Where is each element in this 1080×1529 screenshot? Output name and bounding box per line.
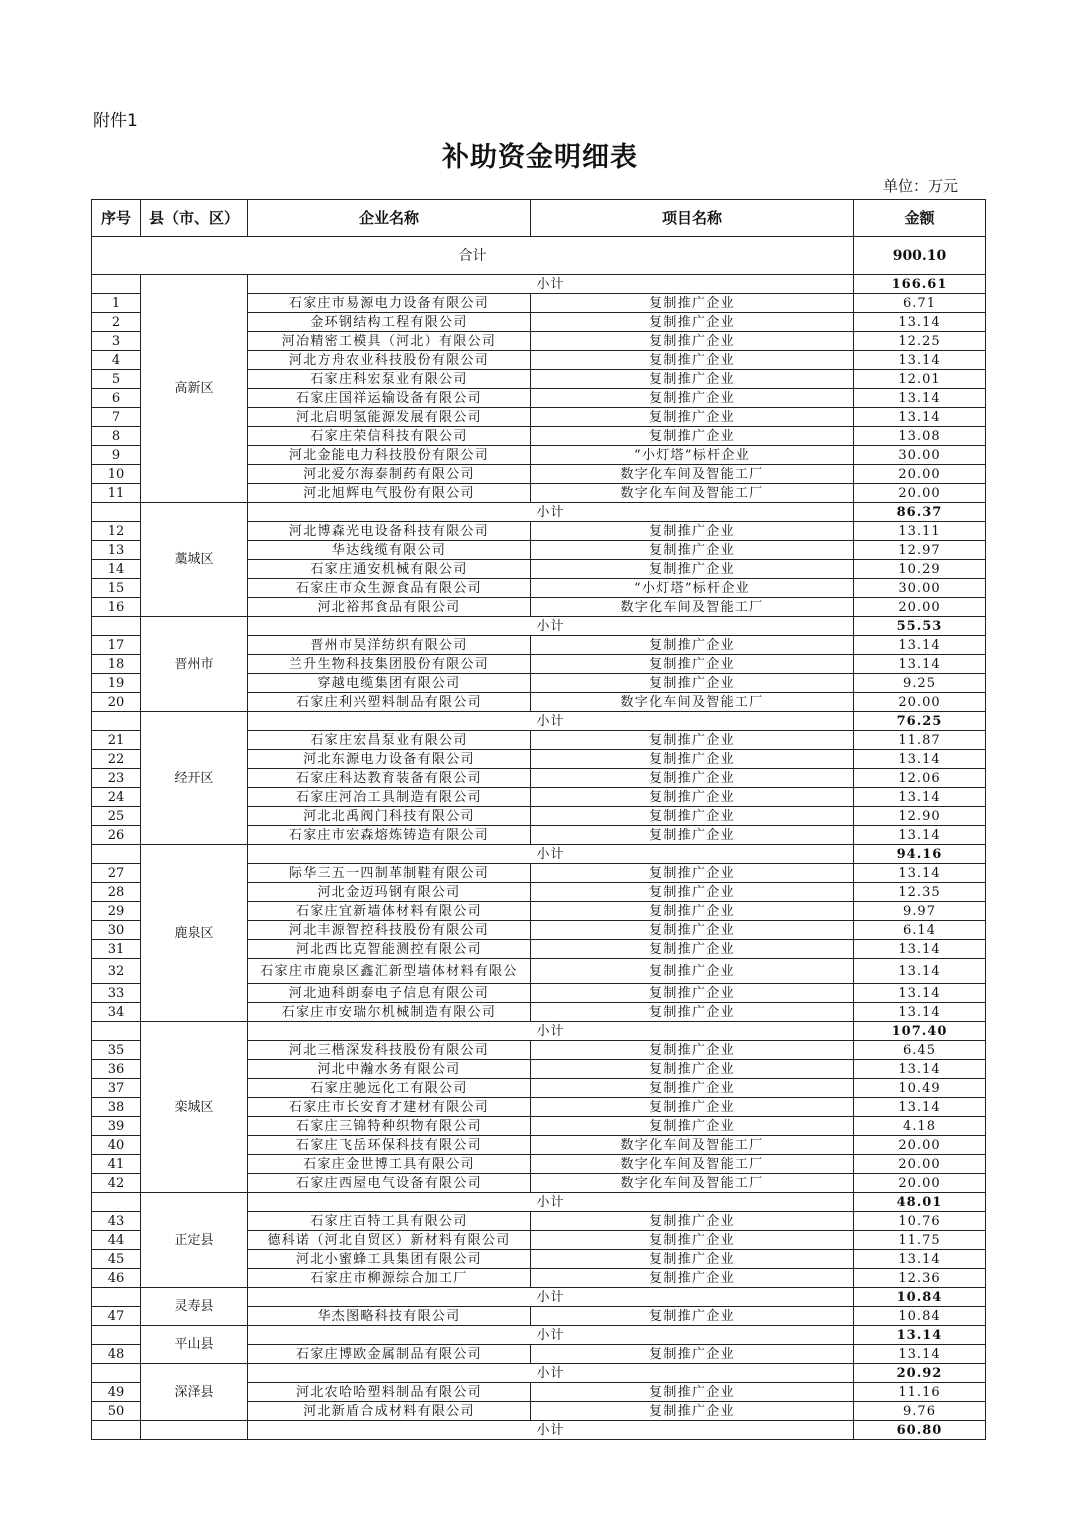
amount: 12.97: [854, 541, 986, 560]
project-name: 复制推广企业: [531, 294, 854, 313]
row-no: 14: [92, 560, 141, 579]
row-no: 19: [92, 674, 141, 693]
row-no: 43: [92, 1212, 141, 1231]
company-name: 河北博森光电设备科技有限公司: [248, 522, 531, 541]
company-name: 河北方舟农业科技股份有限公司: [248, 351, 531, 370]
project-name: 复制推广企业: [531, 408, 854, 427]
project-name: 复制推广企业: [531, 883, 854, 902]
project-name: “小灯塔”标杆企业: [531, 446, 854, 465]
company-name: 河北新盾合成材料有限公司: [248, 1402, 531, 1421]
subtotal-amount: 55.53: [854, 617, 986, 636]
company-name: 石家庄市长安育才建材有限公司: [248, 1098, 531, 1117]
project-name: 复制推广企业: [531, 959, 854, 984]
subtotal-label: 小计: [248, 1193, 854, 1212]
row-no: 26: [92, 826, 141, 845]
empty-no-cell: [92, 503, 141, 522]
amount: 10.84: [854, 1307, 986, 1326]
project-name: 复制推广企业: [531, 1307, 854, 1326]
header-project: 项目名称: [531, 200, 854, 237]
empty-no-cell: [92, 1193, 141, 1212]
amount: 13.14: [854, 959, 986, 984]
county-cell: 灵寿县: [141, 1288, 248, 1326]
amount: 20.00: [854, 465, 986, 484]
company-name: 石家庄市柳源综合加工厂: [248, 1269, 531, 1288]
project-name: 复制推广企业: [531, 731, 854, 750]
company-name: 河北丰源智控科技股份有限公司: [248, 921, 531, 940]
row-no: 32: [92, 959, 141, 984]
empty-no-cell: [92, 1288, 141, 1307]
amount: 9.76: [854, 1402, 986, 1421]
subtotal-row: [92, 1364, 986, 1383]
company-name: 石家庄市鹿泉区鑫汇新型墙体材料有限公: [248, 959, 531, 984]
subtotal-label: 小计: [248, 845, 854, 864]
amount: 13.14: [854, 636, 986, 655]
row-no: 34: [92, 1003, 141, 1022]
project-name: 数字化车间及智能工厂: [531, 598, 854, 617]
company-name: 河冶精密工模具（河北）有限公司: [248, 332, 531, 351]
amount: 9.25: [854, 674, 986, 693]
company-name: 河北三楷深发科技股份有限公司: [248, 1041, 531, 1060]
row-no: 3: [92, 332, 141, 351]
project-name: 复制推广企业: [531, 1098, 854, 1117]
amount: 20.00: [854, 693, 986, 712]
company-name: 河北金迈玛钢有限公司: [248, 883, 531, 902]
project-name: 复制推广企业: [531, 788, 854, 807]
subtotal-row: [92, 503, 986, 522]
row-no: 15: [92, 579, 141, 598]
county-cell: 深泽县: [141, 1364, 248, 1421]
subtotal-amount: 94.16: [854, 845, 986, 864]
company-name: 石家庄国祥运输设备有限公司: [248, 389, 531, 408]
empty-no-cell: [92, 1326, 141, 1345]
project-name: 复制推广企业: [531, 370, 854, 389]
amount: 12.06: [854, 769, 986, 788]
subtotal-label: 小计: [248, 1421, 854, 1440]
amount: 13.14: [854, 826, 986, 845]
amount: 13.14: [854, 408, 986, 427]
amount: 13.14: [854, 788, 986, 807]
row-no: 47: [92, 1307, 141, 1326]
row-no: 20: [92, 693, 141, 712]
row-no: 12: [92, 522, 141, 541]
subtotal-label: 小计: [248, 275, 854, 294]
empty-no-cell: [92, 617, 141, 636]
empty-no-cell: [92, 845, 141, 864]
project-name: 复制推广企业: [531, 1269, 854, 1288]
company-name: 河北启明氢能源发展有限公司: [248, 408, 531, 427]
company-name: 际华三五一四制革制鞋有限公司: [248, 864, 531, 883]
row-no: 33: [92, 984, 141, 1003]
project-name: 复制推广企业: [531, 389, 854, 408]
project-name: 复制推广企业: [531, 769, 854, 788]
subtotal-label: 小计: [248, 712, 854, 731]
project-name: 复制推广企业: [531, 1041, 854, 1060]
company-name: 德科诺（河北自贸区）新材料有限公司: [248, 1231, 531, 1250]
row-no: 9: [92, 446, 141, 465]
amount: 10.49: [854, 1079, 986, 1098]
amount: 12.90: [854, 807, 986, 826]
subtotal-amount: 20.92: [854, 1364, 986, 1383]
empty-no-cell: [92, 1421, 141, 1440]
project-name: 复制推广企业: [531, 1212, 854, 1231]
county-cell: 栾城区: [141, 1022, 248, 1193]
row-no: 37: [92, 1079, 141, 1098]
subtotal-label: 小计: [248, 1364, 854, 1383]
company-name: 河北北禹阀门科技有限公司: [248, 807, 531, 826]
header-company: 企业名称: [248, 200, 531, 237]
row-no: 22: [92, 750, 141, 769]
row-no: 6: [92, 389, 141, 408]
amount: 12.35: [854, 883, 986, 902]
total-amount: 900.10: [854, 237, 986, 275]
row-no: 31: [92, 940, 141, 959]
company-name: 石家庄金世博工具有限公司: [248, 1155, 531, 1174]
subtotal-label: 小计: [248, 617, 854, 636]
project-name: 数字化车间及智能工厂: [531, 1136, 854, 1155]
company-name: 石家庄科达教育装备有限公司: [248, 769, 531, 788]
row-no: 7: [92, 408, 141, 427]
subtotal-row: [92, 1326, 986, 1345]
amount: 13.14: [854, 1250, 986, 1269]
company-name: 河北爱尔海泰制药有限公司: [248, 465, 531, 484]
amount: 13.08: [854, 427, 986, 446]
company-name: 石家庄飞岳环保科技有限公司: [248, 1136, 531, 1155]
amount: 30.00: [854, 446, 986, 465]
amount: 4.18: [854, 1117, 986, 1136]
company-name: 石家庄市众生源食品有限公司: [248, 579, 531, 598]
amount: 20.00: [854, 1155, 986, 1174]
header-no: 序号: [92, 200, 141, 237]
row-no: 16: [92, 598, 141, 617]
company-name: 河北西比克智能测控有限公司: [248, 940, 531, 959]
project-name: 复制推广企业: [531, 921, 854, 940]
row-no: 30: [92, 921, 141, 940]
row-no: 36: [92, 1060, 141, 1079]
project-name: 复制推广企业: [531, 1117, 854, 1136]
subtotal-amount: 76.25: [854, 712, 986, 731]
row-no: 49: [92, 1383, 141, 1402]
empty-no-cell: [92, 712, 141, 731]
amount: 20.00: [854, 598, 986, 617]
project-name: 复制推广企业: [531, 541, 854, 560]
project-name: 复制推广企业: [531, 864, 854, 883]
row-no: 18: [92, 655, 141, 674]
company-name: 兰升生物科技集团股份有限公司: [248, 655, 531, 674]
company-name: 河北旭辉电气股份有限公司: [248, 484, 531, 503]
row-no: 13: [92, 541, 141, 560]
subtotal-row: [92, 845, 986, 864]
subtotal-row: [92, 1193, 986, 1212]
subsidy-table: [91, 199, 986, 1440]
amount: 13.14: [854, 351, 986, 370]
project-name: 复制推广企业: [531, 1231, 854, 1250]
company-name: 石家庄荣信科技有限公司: [248, 427, 531, 446]
row-no: 39: [92, 1117, 141, 1136]
amount: 12.01: [854, 370, 986, 389]
amount: 13.14: [854, 750, 986, 769]
company-name: 华达线缆有限公司: [248, 541, 531, 560]
project-name: 复制推广企业: [531, 1383, 854, 1402]
amount: 13.14: [854, 984, 986, 1003]
company-name: 河北中瀚水务有限公司: [248, 1060, 531, 1079]
amount: 13.14: [854, 940, 986, 959]
row-no: 44: [92, 1231, 141, 1250]
county-cell: 正定县: [141, 1193, 248, 1288]
subtotal-row: [92, 1288, 986, 1307]
amount: 20.00: [854, 484, 986, 503]
row-no: 8: [92, 427, 141, 446]
subtotal-row: [92, 1022, 986, 1041]
amount: 13.11: [854, 522, 986, 541]
amount: 13.14: [854, 864, 986, 883]
amount: 12.36: [854, 1269, 986, 1288]
subtotal-amount: 166.61: [854, 275, 986, 294]
county-cell: [141, 1421, 248, 1440]
project-name: 复制推广企业: [531, 313, 854, 332]
amount: 13.14: [854, 1003, 986, 1022]
row-no: 4: [92, 351, 141, 370]
county-cell: 晋州市: [141, 617, 248, 712]
amount: 13.14: [854, 389, 986, 408]
project-name: 复制推广企业: [531, 826, 854, 845]
company-name: 河北迪科朗泰电子信息有限公司: [248, 984, 531, 1003]
project-name: 复制推广企业: [531, 750, 854, 769]
amount: 13.14: [854, 1060, 986, 1079]
amount: 6.14: [854, 921, 986, 940]
company-name: 河北小蜜蜂工具集团有限公司: [248, 1250, 531, 1269]
company-name: 穿越电缆集团有限公司: [248, 674, 531, 693]
company-name: 石家庄河冶工具制造有限公司: [248, 788, 531, 807]
row-no: 40: [92, 1136, 141, 1155]
amount: 20.00: [854, 1174, 986, 1193]
subtotal-row: [92, 712, 986, 731]
company-name: 石家庄科宏泵业有限公司: [248, 370, 531, 389]
page-title: 补助资金明细表: [442, 142, 638, 173]
county-cell: 藁城区: [141, 503, 248, 617]
row-no: 10: [92, 465, 141, 484]
project-name: 复制推广企业: [531, 1060, 854, 1079]
subtotal-amount: 107.40: [854, 1022, 986, 1041]
amount: 10.76: [854, 1212, 986, 1231]
row-no: 50: [92, 1402, 141, 1421]
project-name: 复制推广企业: [531, 1250, 854, 1269]
row-no: 38: [92, 1098, 141, 1117]
amount: 6.45: [854, 1041, 986, 1060]
project-name: 复制推广企业: [531, 636, 854, 655]
subtotal-label: 小计: [248, 1326, 854, 1345]
row-no: 11: [92, 484, 141, 503]
county-cell: 经开区: [141, 712, 248, 845]
table-header-row: [92, 200, 986, 237]
subtotal-amount: 60.80: [854, 1421, 986, 1440]
project-name: 数字化车间及智能工厂: [531, 693, 854, 712]
company-name: 石家庄市宏森熔炼铸造有限公司: [248, 826, 531, 845]
amount: 11.75: [854, 1231, 986, 1250]
project-name: 数字化车间及智能工厂: [531, 1174, 854, 1193]
empty-no-cell: [92, 1022, 141, 1041]
county-cell: 平山县: [141, 1326, 248, 1364]
project-name: 数字化车间及智能工厂: [531, 465, 854, 484]
project-name: 复制推广企业: [531, 1345, 854, 1364]
amount: 13.14: [854, 655, 986, 674]
row-no: 5: [92, 370, 141, 389]
company-name: 石家庄宜新墙体材料有限公司: [248, 902, 531, 921]
total-row: [92, 237, 986, 275]
subtotal-amount: 13.14: [854, 1326, 986, 1345]
project-name: 复制推广企业: [531, 807, 854, 826]
company-name: 石家庄市易源电力设备有限公司: [248, 294, 531, 313]
row-no: 48: [92, 1345, 141, 1364]
project-name: 复制推广企业: [531, 940, 854, 959]
amount: 13.14: [854, 1098, 986, 1117]
project-name: 复制推广企业: [531, 674, 854, 693]
county-cell: 鹿泉区: [141, 845, 248, 1022]
row-no: 45: [92, 1250, 141, 1269]
amount: 9.97: [854, 902, 986, 921]
amount: 20.00: [854, 1136, 986, 1155]
company-name: 石家庄宏昌泵业有限公司: [248, 731, 531, 750]
subtotal-row: [92, 1421, 986, 1440]
project-name: 复制推广企业: [531, 1079, 854, 1098]
company-name: 石家庄市安瑞尔机械制造有限公司: [248, 1003, 531, 1022]
county-cell: 高新区: [141, 275, 248, 503]
row-no: 35: [92, 1041, 141, 1060]
project-name: 数字化车间及智能工厂: [531, 484, 854, 503]
project-name: 复制推广企业: [531, 351, 854, 370]
row-no: 29: [92, 902, 141, 921]
empty-no-cell: [92, 1364, 141, 1383]
subtotal-row: [92, 275, 986, 294]
company-name: 石家庄通安机械有限公司: [248, 560, 531, 579]
amount: 11.87: [854, 731, 986, 750]
company-name: 石家庄西屋电气设备有限公司: [248, 1174, 531, 1193]
row-no: 41: [92, 1155, 141, 1174]
empty-no-cell: [92, 275, 141, 294]
subtotal-amount: 86.37: [854, 503, 986, 522]
subtotal-amount: 48.01: [854, 1193, 986, 1212]
company-name: 石家庄利兴塑料制品有限公司: [248, 693, 531, 712]
row-no: 2: [92, 313, 141, 332]
company-name: 石家庄百特工具有限公司: [248, 1212, 531, 1231]
company-name: 金环钢结构工程有限公司: [248, 313, 531, 332]
amount: 13.14: [854, 1345, 986, 1364]
subtotal-label: 小计: [248, 503, 854, 522]
company-name: 河北裕邦食品有限公司: [248, 598, 531, 617]
row-no: 24: [92, 788, 141, 807]
project-name: 数字化车间及智能工厂: [531, 1155, 854, 1174]
total-label: 合计: [92, 237, 854, 275]
unit-label: 单位：万元: [882, 177, 958, 195]
project-name: 复制推广企业: [531, 1003, 854, 1022]
amount: 6.71: [854, 294, 986, 313]
row-no: 42: [92, 1174, 141, 1193]
company-name: 石家庄驰远化工有限公司: [248, 1079, 531, 1098]
row-no: 25: [92, 807, 141, 826]
amount: 12.25: [854, 332, 986, 351]
subtotal-label: 小计: [248, 1288, 854, 1307]
header-county: 县（市、区）: [141, 200, 248, 237]
row-no: 23: [92, 769, 141, 788]
project-name: “小灯塔”标杆企业: [531, 579, 854, 598]
company-name: 河北东源电力设备有限公司: [248, 750, 531, 769]
row-no: 27: [92, 864, 141, 883]
subtotal-row: [92, 617, 986, 636]
company-name: 河北金能电力科技股份有限公司: [248, 446, 531, 465]
company-name: 华杰图略科技有限公司: [248, 1307, 531, 1326]
row-no: 1: [92, 294, 141, 313]
project-name: 复制推广企业: [531, 332, 854, 351]
amount: 11.16: [854, 1383, 986, 1402]
project-name: 复制推广企业: [531, 427, 854, 446]
project-name: 复制推广企业: [531, 984, 854, 1003]
company-name: 石家庄三锦特种织物有限公司: [248, 1117, 531, 1136]
project-name: 复制推广企业: [531, 655, 854, 674]
project-name: 复制推广企业: [531, 560, 854, 579]
project-name: 复制推广企业: [531, 522, 854, 541]
project-name: 复制推广企业: [531, 902, 854, 921]
row-no: 21: [92, 731, 141, 750]
row-no: 28: [92, 883, 141, 902]
subtotal-amount: 10.84: [854, 1288, 986, 1307]
row-no: 46: [92, 1269, 141, 1288]
amount: 13.14: [854, 313, 986, 332]
header-amount: 金额: [854, 200, 986, 237]
subtotal-label: 小计: [248, 1022, 854, 1041]
amount: 10.29: [854, 560, 986, 579]
attachment-label: 附件1: [93, 111, 138, 131]
company-name: 河北农哈哈塑料制品有限公司: [248, 1383, 531, 1402]
row-no: 17: [92, 636, 141, 655]
company-name: 石家庄博欧金属制品有限公司: [248, 1345, 531, 1364]
company-name: 晋州市昊洋纺织有限公司: [248, 636, 531, 655]
amount: 30.00: [854, 579, 986, 598]
project-name: 复制推广企业: [531, 1402, 854, 1421]
